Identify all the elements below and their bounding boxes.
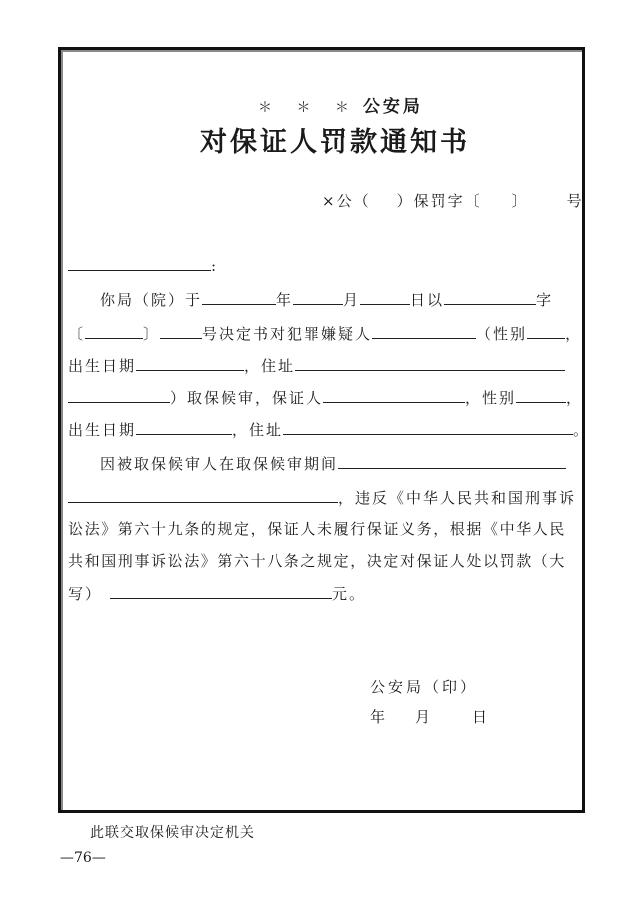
addressee-line xyxy=(68,254,218,276)
text-segment: ，性别 xyxy=(465,389,517,407)
doc-number-suffix: 号 xyxy=(566,192,584,210)
copy-note: 此联交取保候审决定机关 xyxy=(90,825,255,841)
decision-year-bracket-field[interactable] xyxy=(85,322,143,339)
agency-placeholder-stars: ＊ ＊ ＊ xyxy=(258,100,359,116)
text-segment: 日以 xyxy=(410,291,445,309)
body-line-1 xyxy=(100,288,553,310)
decision-year-field[interactable] xyxy=(202,288,276,305)
agency-name xyxy=(258,92,423,117)
suspect-address-cont-field[interactable] xyxy=(68,386,170,403)
text-segment: 号决定书对犯罪嫌疑人 xyxy=(202,325,373,343)
sign-month-label: 月 xyxy=(415,708,433,726)
violation-detail-field[interactable] xyxy=(338,452,566,469)
fine-amount-field[interactable] xyxy=(110,582,332,599)
body-line-10 xyxy=(68,582,366,604)
issuing-authority-seal: 公安局（印） xyxy=(370,678,479,696)
decision-month-field[interactable] xyxy=(293,288,343,305)
guarantor-gender-field[interactable] xyxy=(516,386,566,403)
sign-day-label: 日 xyxy=(472,708,490,726)
text-segment: ，违反《中华人民共和国刑事诉 xyxy=(338,489,577,507)
agency-label: 公安局 xyxy=(362,97,423,117)
decision-prefix-field[interactable] xyxy=(444,288,536,305)
document-title: 对保证人罚款通知书 xyxy=(200,127,470,158)
text-segment: 〔 xyxy=(68,325,86,343)
body-line-7 xyxy=(68,486,576,508)
body-line-5 xyxy=(68,418,590,440)
sign-year-label: 年 xyxy=(370,708,388,726)
text-segment: ，住址 xyxy=(244,357,296,375)
text-segment: 你局（院）于 xyxy=(100,291,203,309)
addressee-field[interactable] xyxy=(68,254,211,271)
suspect-gender-field[interactable] xyxy=(527,322,565,339)
body-line-9: 共和国刑事诉讼法》第六十八条之规定，决定对保证人处以罚款（大 xyxy=(68,552,567,570)
decision-day-field[interactable] xyxy=(360,288,410,305)
text-segment: 月 xyxy=(343,291,361,309)
suspect-name-field[interactable] xyxy=(372,322,476,339)
text-segment: 。 xyxy=(573,421,591,439)
suspect-address-field[interactable] xyxy=(295,354,565,371)
body-line-2 xyxy=(68,322,582,344)
body-line-8: 讼法》第六十九条的规定，保证人未履行保证义务，根据《中华人民 xyxy=(68,520,567,538)
text-segment: ）取保候审，保证人 xyxy=(170,389,324,407)
doc-number-mid: ）保罚字〔 xyxy=(396,192,482,210)
document-number xyxy=(322,190,584,212)
addressee-colon: : xyxy=(211,257,219,275)
text-segment: ， xyxy=(566,389,584,407)
text-segment: 因被取保候审人在取保候审期间 xyxy=(100,455,339,473)
guarantor-address-field[interactable] xyxy=(283,418,573,435)
text-segment: 元。 xyxy=(332,585,367,603)
text-segment: 字 xyxy=(536,291,554,309)
text-segment: 出生日期 xyxy=(68,421,137,439)
text-segment: 年 xyxy=(276,291,294,309)
text-segment: 出生日期 xyxy=(68,357,137,375)
body-line-4 xyxy=(68,386,583,408)
text-segment: ，住址 xyxy=(232,421,284,439)
doc-number-prefix: ×公（ xyxy=(322,192,371,210)
page-number: —76— xyxy=(60,850,106,866)
guarantor-name-field[interactable] xyxy=(323,386,465,403)
signature-date xyxy=(370,706,489,728)
guarantor-birthdate-field[interactable] xyxy=(136,418,232,435)
text-segment: 写） xyxy=(68,585,103,603)
doc-number-close: 〕 xyxy=(511,192,529,210)
body-line-3 xyxy=(68,354,565,376)
suspect-birthdate-field[interactable] xyxy=(136,354,244,371)
violation-detail-cont-field[interactable] xyxy=(68,486,338,503)
text-segment: ， xyxy=(565,325,583,343)
decision-number-field[interactable] xyxy=(160,322,202,339)
text-segment: 〕 xyxy=(143,325,161,343)
body-line-6 xyxy=(100,452,566,474)
text-segment: （性别 xyxy=(476,325,528,343)
